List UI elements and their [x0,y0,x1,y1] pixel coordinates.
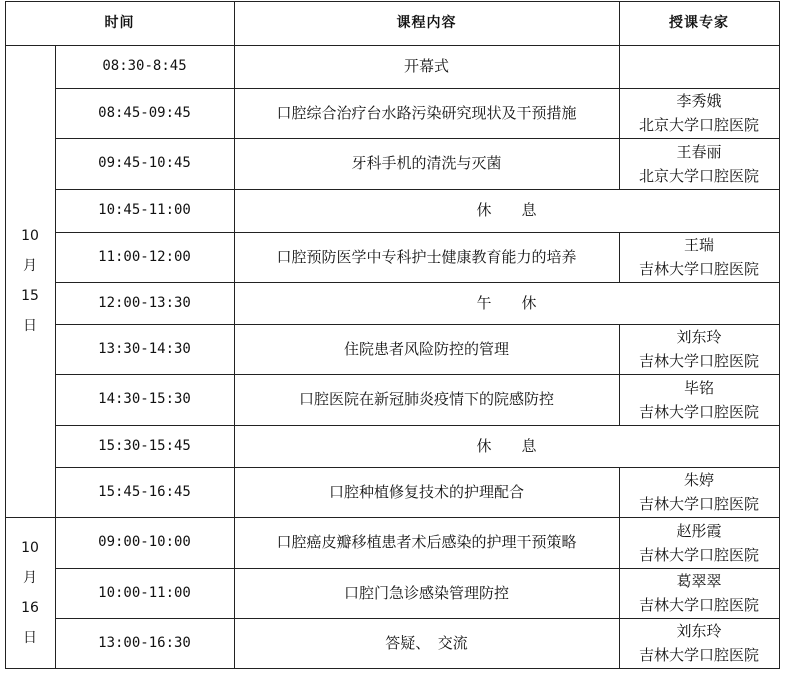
row-content: 口腔医院在新冠肺炎疫情下的院感防控 [298,390,554,408]
grid-line [55,425,780,426]
grid-line [55,88,780,89]
grid-line [5,1,6,669]
row-content: 休 息 [476,201,537,219]
row-time: 14:30-15:30 [98,391,191,407]
row-content: 口腔癌皮瓣移植患者术后感染的护理干预策略 [276,533,577,551]
day2-day-num: 16 [21,599,39,616]
grid-line [619,324,620,425]
grid-line [55,324,780,325]
grid-line [55,467,780,468]
expert-org: 吉林大学口腔医院 [638,495,759,513]
row-expert [619,138,779,189]
day1-month-label: 月 [23,258,37,274]
expert-name: 李秀娥 [676,92,722,110]
row-time: 13:00-16:30 [98,634,191,651]
row-time: 09:45-10:45 [98,155,191,171]
grid-line [55,618,780,619]
expert-org: 北京大学口腔医院 [638,166,759,185]
row-time: 15:30-15:45 [98,437,191,454]
day1-day-label: 日 [23,318,37,334]
grid-line [619,232,620,282]
expert-name: 葛翠翠 [676,572,722,590]
row-expert [619,324,779,374]
day2-label [5,517,55,668]
row-time: 10:00-11:00 [98,584,191,601]
row-content: 住院患者风险防控的管理 [343,339,509,358]
row-time: 08:30-8:45 [102,58,187,74]
row-time: 15:45-16:45 [98,483,191,500]
expert-name: 赵彤霞 [676,521,722,540]
grid-line [5,668,780,669]
expert-org: 吉林大学口腔医院 [638,545,759,564]
day1-month-num: 10 [21,228,39,244]
row-content: 口腔种植修复技术的护理配合 [328,482,524,501]
row-content: 口腔预防医学中专科护士健康教育能力的培养 [276,247,577,266]
grid-line [55,374,780,375]
row-expert [619,88,779,138]
header-content: 课程内容 [396,14,457,31]
expert-org: 吉林大学口腔医院 [638,596,759,614]
row-expert [619,618,779,668]
grid-line [55,232,780,233]
grid-line [55,189,780,190]
row-expert [619,517,779,568]
expert-org: 吉林大学口腔医院 [638,646,759,664]
expert-name: 王瑞 [683,236,714,254]
row-content: 口腔综合治疗台水路污染研究现状及干预措施 [276,103,577,122]
expert-org: 吉林大学口腔医院 [638,260,759,278]
day2-month-num: 10 [21,539,39,556]
row-expert [619,568,779,618]
header-expert: 授课专家 [669,14,729,31]
grid-line [55,138,780,139]
row-expert [619,467,779,517]
day2-day-label: 日 [23,629,37,646]
expert-org: 吉林大学口腔医院 [638,352,759,370]
grid-line [55,568,780,569]
expert-name: 朱婷 [683,471,714,489]
grid-line [5,517,780,518]
grid-line [55,282,780,283]
row-content: 休 息 [476,436,537,455]
grid-line [619,467,620,669]
row-time: 12:00-13:30 [98,294,191,311]
row-content: 午 休 [476,293,537,312]
expert-org: 北京大学口腔医院 [638,116,759,134]
grid-line [55,45,56,669]
row-time: 13:30-14:30 [98,340,191,357]
expert-name: 王春丽 [676,142,722,161]
row-time: 10:45-11:00 [98,202,191,218]
grid-line [234,1,235,669]
row-time: 08:45-09:45 [98,104,191,121]
row-expert [619,374,779,425]
expert-name: 毕铭 [683,378,714,397]
row-content: 口腔门急诊感染管理防控 [343,583,509,602]
row-content: 开幕式 [403,57,449,75]
expert-name: 刘东玲 [676,622,722,640]
row-content: 牙科手机的清洗与灭菌 [351,154,502,172]
day2-month-label: 月 [23,569,37,586]
row-content: 答疑、 交流 [385,633,468,652]
grid-line [5,1,780,2]
grid-line [779,1,780,669]
expert-name: 刘东玲 [676,328,722,346]
day1-label [5,45,55,517]
expert-org: 吉林大学口腔医院 [638,402,759,421]
day1-day-num: 15 [21,288,39,304]
row-expert [619,232,779,282]
row-time: 09:00-10:00 [98,534,191,550]
row-time: 11:00-12:00 [98,248,191,265]
grid-line [619,1,620,189]
grid-line [5,45,780,46]
header-time: 时间 [104,14,135,31]
